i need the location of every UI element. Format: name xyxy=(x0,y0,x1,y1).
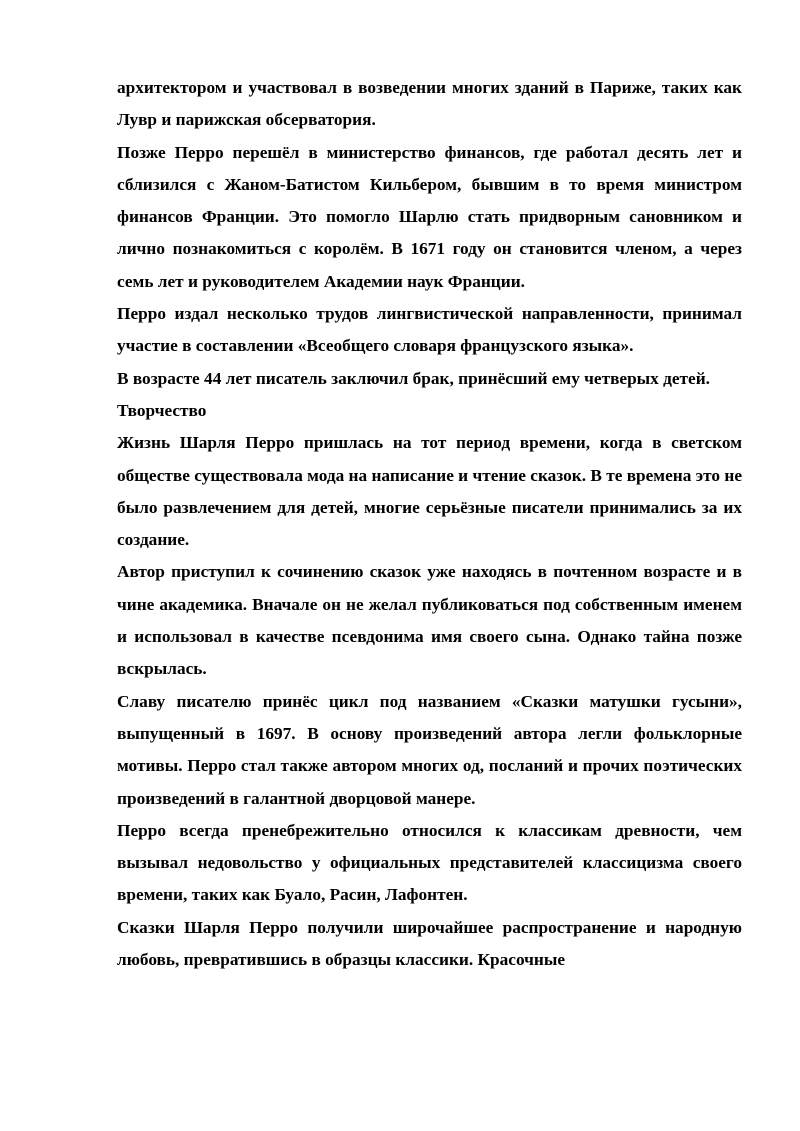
document-body xyxy=(117,72,742,976)
paragraph-pseudonym: Автор приступил к сочинению сказок уже находясь в почтенном возрасте и в чине академика. Вначале он не желал публиковаться под собственным именем и использовал в качестве псевдонима имя своего сына. Однако тайна позже вскрылась. xyxy=(117,562,742,679)
paragraph-linguistics: Перро издал несколько трудов лингвистической направленности, принимал участие в составлении «Всеобщего словаря французского языка». xyxy=(117,304,742,356)
section-heading: Творчество xyxy=(117,400,207,420)
paragraph-fairy-tale-fashion: Жизнь Шарля Перро пришлась на тот период времени, когда в светском обществе существовала мода на написание и чтение сказок. В те времена это не было развлечением для детей, многие серьёзные писатели принимались за их создание. xyxy=(117,433,742,550)
paragraph-classics: Перро всегда пренебрежительно относился к классикам древности, чем вызывал недовольство у официальных представителей классицизма своего времени, таких как Буало, Расин, Лафонтен. xyxy=(117,820,742,905)
paragraph-finance-ministry: Позже Перро перешёл в министерство финансов, где работал десять лет и сблизился с Жаном-Батистом Кильбером, бывшим в то время министром финансов Франции. Это помогло Шарлю стать придворным сановником и лично познакомиться с королём. В 1671 году он становится членом, а через семь лет и руководителем Академии наук Франции. xyxy=(117,142,742,291)
paragraph-marriage: В возрасте 44 лет писатель заключил брак, принёсший ему четверых детей. xyxy=(117,368,710,388)
paragraph-mother-goose: Славу писателю принёс цикл под названием «Сказки матушки гусыни», выпущенный в 1697. В основу произведений автора легли фольклорные мотивы. Перро стал также автором многих од, посланий и прочих поэтических произведений в галантной дворцовой манере. xyxy=(117,691,742,808)
paragraph-popularity: Сказки Шарля Перро получили широчайшее распространение и народную любовь, превратившись в образцы классики. Красочные xyxy=(117,917,742,970)
paragraph-architecture: архитектором и участвовал в возведении многих зданий в Париже, таких как Лувр и парижская обсерватория. xyxy=(117,78,742,130)
